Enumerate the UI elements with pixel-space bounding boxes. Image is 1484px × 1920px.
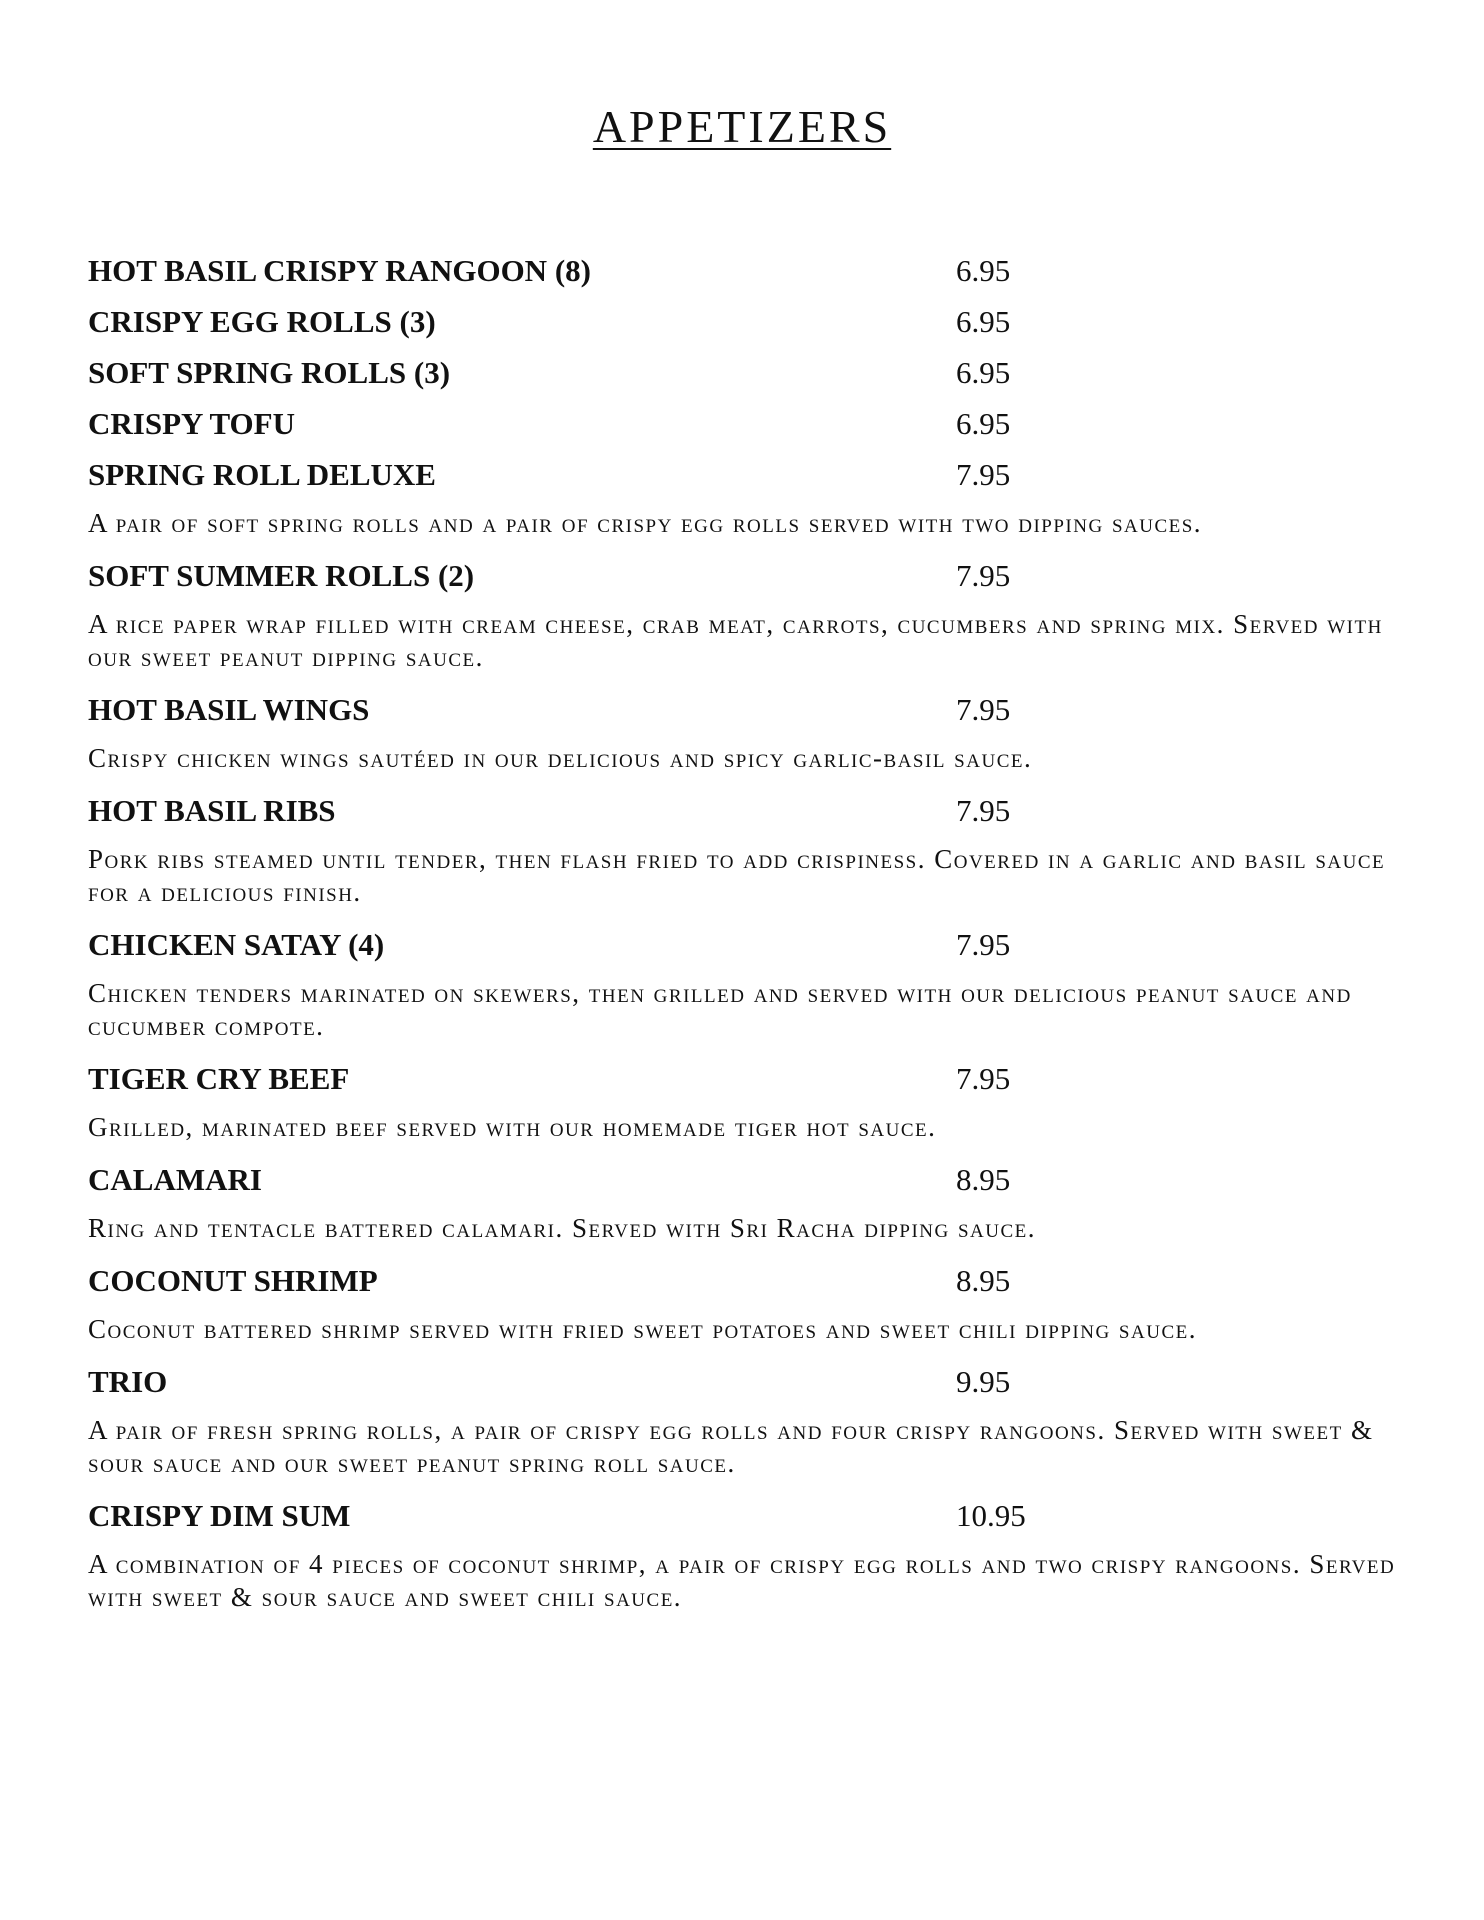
item-price: 7.95: [956, 793, 1011, 828]
menu-item-row: [88, 1255, 1408, 1306]
menu-item: [88, 785, 1408, 919]
item-description: Pork ribs steamed until tender, then flash fried to add crispiness. Covered in a garlic and basil sauce for a delicious finish.: [88, 844, 1386, 907]
item-price: 8.95: [956, 1263, 1011, 1298]
menu-item: [88, 1255, 1408, 1356]
menu-item-row: [88, 1490, 1408, 1541]
item-name: COCONUT SHRIMP: [88, 1263, 378, 1298]
menu-item-row: [88, 684, 1408, 735]
menu-item-row: [88, 550, 1408, 601]
item-price: 6.95: [956, 355, 1011, 390]
menu-item: [88, 684, 1408, 785]
menu-item-row: [88, 347, 1408, 398]
menu-item-row: [88, 1154, 1408, 1205]
menu-item: [88, 1154, 1408, 1255]
item-price: 6.95: [956, 253, 1011, 288]
item-price: 7.95: [956, 692, 1011, 727]
item-description: Grilled, marinated beef served with our homemade tiger hot sauce.: [88, 1112, 937, 1142]
item-price: 7.95: [956, 558, 1011, 593]
item-name: SOFT SPRING ROLLS (3): [88, 355, 451, 390]
item-description: Coconut battered shrimp served with fried sweet potatoes and sweet chili dipping sauce.: [88, 1314, 1197, 1344]
menu-item-row: [88, 296, 1408, 347]
menu-item-row: [88, 245, 1408, 296]
menu-item-row: [88, 449, 1408, 500]
menu-item-row: [88, 1356, 1408, 1407]
menu-item: [88, 550, 1408, 684]
item-description: A pair of fresh spring rolls, a pair of crispy egg rolls and four crispy rangoons. Served with sweet & sour sauce and our sweet peanut spring roll sauce.: [88, 1415, 1374, 1478]
menu-item: [88, 398, 1408, 449]
item-name: CRISPY EGG ROLLS (3): [88, 304, 436, 339]
item-price: 9.95: [956, 1364, 1011, 1399]
item-name: TRIO: [88, 1364, 168, 1399]
page-title-text: APPETIZERS: [592, 101, 892, 152]
menu-item: [88, 296, 1408, 347]
item-name: HOT BASIL RIBS: [88, 793, 336, 828]
item-price: 6.95: [956, 304, 1011, 339]
item-price: 10.95: [956, 1498, 1026, 1533]
item-price: 7.95: [956, 457, 1011, 492]
item-name: SPRING ROLL DELUXE: [88, 457, 436, 492]
menu-item: [88, 347, 1408, 398]
item-description: Ring and tentacle battered calamari. Served with Sri Racha dipping sauce.: [88, 1213, 1037, 1243]
item-price: 7.95: [956, 927, 1011, 962]
menu-item: [88, 1356, 1408, 1490]
item-name: SOFT SUMMER ROLLS (2): [88, 558, 475, 593]
item-name: CALAMARI: [88, 1162, 262, 1197]
item-price: 6.95: [956, 406, 1011, 441]
item-price: 7.95: [956, 1061, 1011, 1096]
item-name: CRISPY TOFU: [88, 406, 295, 441]
menu-item-row: [88, 398, 1408, 449]
menu-item: [88, 1053, 1408, 1154]
menu-item: [88, 1490, 1408, 1624]
item-name: TIGER CRY BEEF: [88, 1061, 350, 1096]
menu-item-row: [88, 919, 1408, 970]
menu-item: [88, 449, 1408, 550]
menu-item: [88, 919, 1408, 1053]
item-description: A pair of soft spring rolls and a pair of crispy egg rolls served with two dipping sauces.: [88, 508, 1203, 538]
appetizer-list: [88, 245, 1408, 1624]
item-name: CRISPY DIM SUM: [88, 1498, 351, 1533]
menu-item-row: [88, 1053, 1408, 1104]
item-name: HOT BASIL CRISPY RANGOON (8): [88, 253, 591, 288]
item-price: 8.95: [956, 1162, 1011, 1197]
item-name: HOT BASIL WINGS: [88, 692, 370, 727]
item-description: Chicken tenders marinated on skewers, then grilled and served with our delicious peanut sauce and cucumber compote.: [88, 978, 1352, 1041]
item-description: Crispy chicken wings sautéed in our delicious and spicy garlic-basil sauce.: [88, 743, 1033, 773]
item-description: A combination of 4 pieces of coconut shrimp, a pair of crispy egg rolls and two crispy rangoons. Served with sweet & sour sauce and sweet chili sauce.: [88, 1549, 1396, 1612]
item-description: A rice paper wrap filled with cream cheese, crab meat, carrots, cucumbers and spring mix. Served with our sweet peanut dipping sauce.: [88, 609, 1383, 672]
menu-item: [88, 245, 1408, 296]
page-title: [0, 100, 1484, 153]
menu-item-row: [88, 785, 1408, 836]
item-name: CHICKEN SATAY (4): [88, 927, 385, 962]
